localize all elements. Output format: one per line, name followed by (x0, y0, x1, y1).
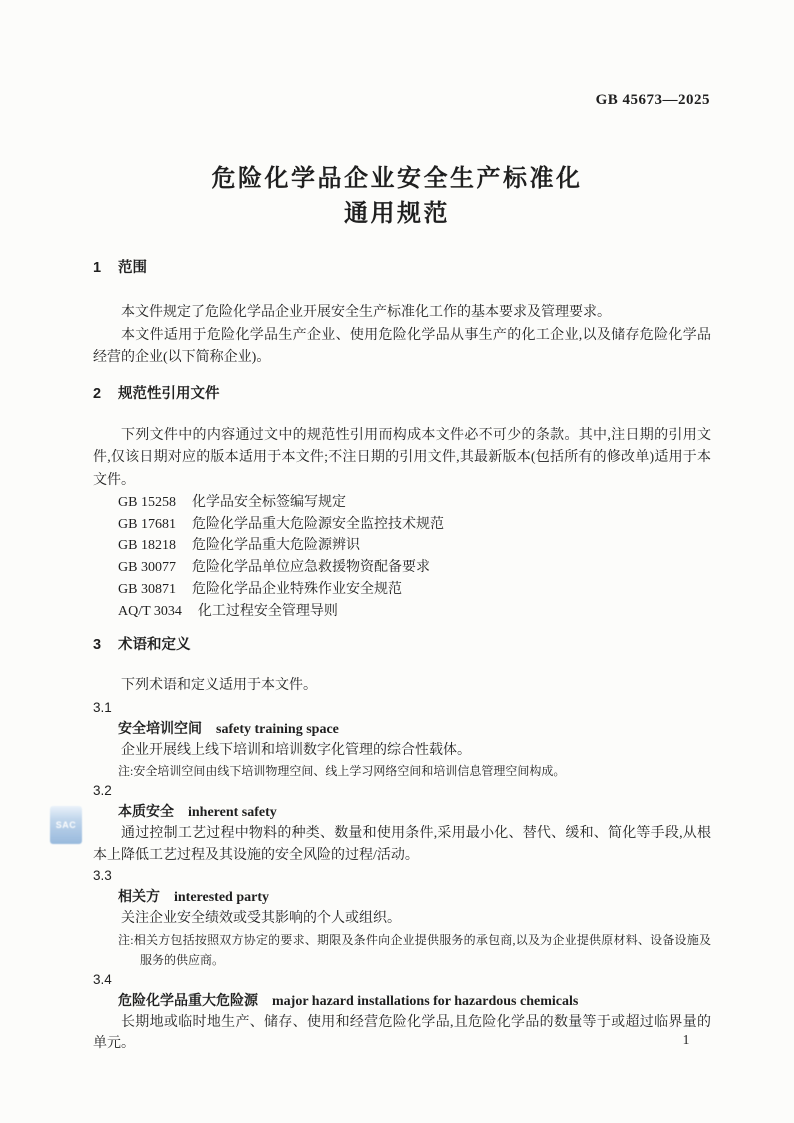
reference-list (93, 492, 711, 622)
term-name-zh: 本质安全 (118, 803, 174, 820)
term-name-en: major hazard installations for hazardous chemicals (272, 993, 579, 1009)
section-1-title: 范围 (118, 260, 147, 276)
term-number: 3.3 (93, 868, 112, 884)
reference-code: GB 30077 (118, 560, 176, 576)
term-name (118, 801, 711, 823)
reference-code: GB 30871 (118, 581, 176, 597)
term-definition: 关注企业安全绩效或受其影响的个人或组织。 (121, 911, 401, 927)
term-definition: 企业开展线上线下培训和培训数字化管理的综合性载体。 (121, 742, 471, 758)
section-1-heading (93, 258, 711, 278)
term-name-zh: 相关方 (118, 888, 160, 905)
page-number: 1 (682, 1032, 690, 1047)
normative-references-paragraph: 下列文件中的内容通过文中的规范性引用而构成本文件必不可少的条款。其中,注日期的引用文件,仅该日期对应的版本适用于本文件;不注日期的引用文件,其最新版本(包括所有的修改单)适用于本文件。 (93, 427, 711, 488)
reference-item (93, 492, 711, 514)
section-2-heading (93, 384, 711, 404)
section-3-heading (93, 635, 711, 655)
term-number: 3.1 (93, 699, 112, 715)
document-body (93, 0, 711, 1055)
sac-watermark-text: SAC (55, 820, 77, 830)
reference-item (93, 535, 711, 557)
reference-title: 危险化学品单位应急救援物资配备要求 (191, 560, 430, 576)
reference-title: 危险化学品重大危险源安全监控技术规范 (191, 516, 444, 532)
term-note: 注:相关方包括按照双方协定的要求、期限及条件向企业提供服务的承包商,以及为企业提供原材料、设备设施及服务的供应商。 (118, 932, 711, 967)
term-name-en: inherent safety (188, 805, 277, 821)
term-definition: 通过控制工艺过程中物料的种类、数量和使用条件,采用最小化、替代、缓和、简化等手段,从根本上降低工艺过程及其设施的安全风险的过程/活动。 (93, 826, 711, 863)
reference-title: 化工过程安全管理导则 (197, 603, 338, 619)
term-number: 3.2 (93, 783, 112, 799)
term-name (118, 718, 711, 740)
term-name-zh: 安全培训空间 (118, 719, 202, 736)
term-name (118, 886, 711, 908)
reference-title: 化学品安全标签编写规定 (191, 495, 346, 510)
reference-title: 危险化学品企业特殊作业安全规范 (191, 581, 402, 597)
reference-item (93, 557, 711, 579)
scope-paragraph-2: 本文件适用于危险化学品生产企业、使用危险化学品从事生产的化工企业,以及储存危险化学品经营的企业(以下简称企业)。 (93, 327, 711, 365)
reference-code: GB 15258 (118, 495, 176, 510)
reference-code: GB 18218 (118, 538, 176, 554)
term-name-en: interested party (174, 890, 269, 906)
term-name-en: safety training space (216, 721, 339, 737)
term-name-zh: 危险化学品重大危险源 (118, 991, 258, 1008)
section-2-number: 2 (93, 385, 102, 402)
reference-item (93, 514, 711, 536)
term-name (118, 990, 711, 1012)
section-3-title: 术语和定义 (118, 637, 191, 654)
reference-item (93, 579, 711, 601)
reference-code: GB 17681 (118, 516, 176, 532)
terms-intro: 下列术语和定义适用于本文件。 (121, 678, 317, 694)
reference-code: AQ/T 3034 (118, 603, 182, 619)
section-3-number: 3 (93, 637, 102, 654)
term-note: 注:安全培训空间由线下培训物理空间、线上学习网络空间和培训信息管理空间构成。 (118, 764, 566, 779)
term-number: 3.4 (93, 971, 112, 987)
reference-item (93, 601, 711, 623)
scope-paragraph-1: 本文件规定了危险化学品企业开展安全生产标准化工作的基本要求及管理要求。 (121, 305, 611, 320)
term-definition: 长期地或临时地生产、储存、使用和经营危险化学品,且危险化学品的数量等于或超过临界量的单元。 (93, 1014, 711, 1052)
standard-code: GB 45673—2025 (595, 92, 710, 108)
section-2-title: 规范性引用文件 (118, 385, 220, 402)
sac-watermark-logo (50, 806, 82, 844)
reference-title: 危险化学品重大危险源辨识 (191, 538, 360, 554)
doc-title-line1: 危险化学品企业安全生产标准化 (211, 165, 583, 192)
doc-title-line2: 通用规范 (344, 200, 450, 227)
section-1-number: 1 (93, 260, 102, 276)
